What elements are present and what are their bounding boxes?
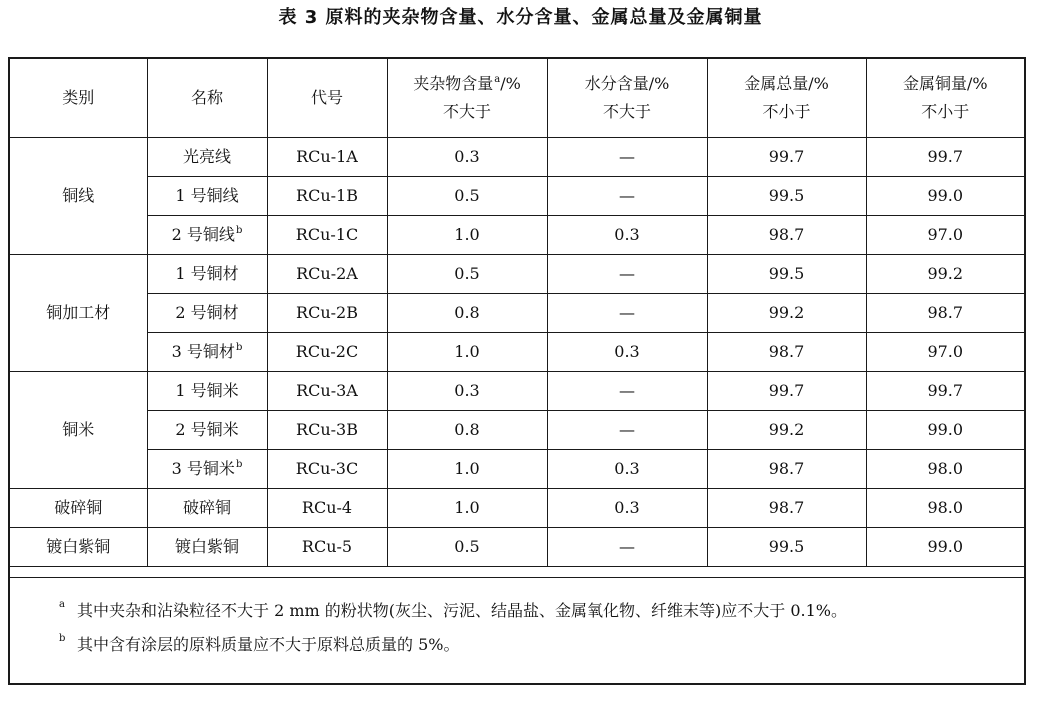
inclusion-cell: 0.5 (387, 255, 547, 294)
code-cell: RCu-1B (267, 177, 387, 216)
metal-copper-cell: 99.2 (866, 255, 1024, 294)
name-cell (147, 216, 267, 255)
name-cell (147, 177, 267, 216)
name-text: 3 号铜米 (171, 459, 235, 478)
moisture-cell: 0.3 (547, 450, 707, 489)
footnote-b-mark: b (59, 633, 66, 644)
inclusion-cell: 1.0 (387, 450, 547, 489)
metal-copper-cell: 97.0 (866, 216, 1024, 255)
name-cell (147, 489, 267, 528)
total-metal-cell: 99.5 (707, 528, 866, 567)
name-text: 光亮线 (182, 147, 231, 166)
footnote-mark-b: b (235, 342, 243, 353)
table-row (10, 177, 1024, 216)
name-cell (147, 528, 267, 567)
total-metal-cell: 98.7 (707, 489, 866, 528)
code-cell: RCu-5 (267, 528, 387, 567)
name-text: 2 号铜米 (175, 420, 239, 439)
inclusion-cell: 1.0 (387, 216, 547, 255)
footnote-b (10, 628, 1024, 662)
inclusion-cell: 1.0 (387, 489, 547, 528)
name-cell (147, 450, 267, 489)
header-row (10, 59, 1024, 138)
metal-copper-cell: 98.7 (866, 294, 1024, 333)
footnote-a-mark: a (59, 599, 65, 610)
category-cell: 镀白紫铜 (10, 528, 147, 567)
inclusion-cell: 0.8 (387, 294, 547, 333)
category-cell: 破碎铜 (10, 489, 147, 528)
table-row (10, 294, 1024, 333)
category-cell: 铜米 (10, 372, 147, 489)
name-cell (147, 411, 267, 450)
moisture-cell: — (547, 528, 707, 567)
category-cell: 铜线 (10, 138, 147, 255)
metal-copper-cell: 99.0 (866, 528, 1024, 567)
name-cell (147, 333, 267, 372)
name-text: 1 号铜米 (175, 381, 239, 400)
name-text: 破碎铜 (182, 498, 231, 517)
header-code: 代号 (267, 59, 387, 138)
name-cell (147, 372, 267, 411)
metal-copper-cell: 99.7 (866, 138, 1024, 177)
total-metal-cell: 98.7 (707, 450, 866, 489)
total-metal-cell: 99.5 (707, 255, 866, 294)
total-metal-cell: 99.5 (707, 177, 866, 216)
footnote-b-text: 其中含有涂层的原料质量应不大于原料总质量的 5%。 (77, 635, 460, 654)
code-cell: RCu-1C (267, 216, 387, 255)
name-text: 3 号铜材 (171, 342, 235, 361)
metal-copper-cell: 99.7 (866, 372, 1024, 411)
inclusion-cell: 0.3 (387, 138, 547, 177)
total-metal-cell: 99.2 (707, 294, 866, 333)
header-category: 类别 (10, 59, 147, 138)
inclusion-cell: 0.5 (387, 528, 547, 567)
total-metal-cell: 99.2 (707, 411, 866, 450)
table-title: 表 3 原料的夹杂物含量、水分含量、金属总量及金属铜量 (278, 7, 763, 28)
name-text: 镀白紫铜 (174, 537, 239, 556)
total-metal-cell: 98.7 (707, 216, 866, 255)
table-row (10, 450, 1024, 489)
moisture-cell: 0.3 (547, 489, 707, 528)
raw-material-table (10, 59, 1024, 567)
table-row (10, 489, 1024, 528)
total-metal-cell: 99.7 (707, 138, 866, 177)
footnote-a (10, 594, 1024, 628)
code-cell: RCu-3B (267, 411, 387, 450)
code-cell: RCu-2A (267, 255, 387, 294)
header-name: 名称 (147, 59, 267, 138)
footnote-a-text: 其中夹杂和沾染粒径不大于 2 mm 的粉状物(灰尘、污泥、结晶盐、金属氧化物、纤维末等)应不大于 0.1%。 (77, 601, 848, 620)
table-row (10, 528, 1024, 567)
moisture-cell: — (547, 255, 707, 294)
moisture-cell: 0.3 (547, 333, 707, 372)
footnote-mark-a: a (494, 74, 501, 85)
inclusion-cell: 0.8 (387, 411, 547, 450)
moisture-cell: 0.3 (547, 216, 707, 255)
code-cell: RCu-2B (267, 294, 387, 333)
moisture-cell: — (547, 294, 707, 333)
total-metal-cell: 99.7 (707, 372, 866, 411)
inclusion-cell: 0.3 (387, 372, 547, 411)
table-row (10, 255, 1024, 294)
code-cell: RCu-4 (267, 489, 387, 528)
code-cell: RCu-3C (267, 450, 387, 489)
total-metal-cell: 98.7 (707, 333, 866, 372)
table-body (10, 138, 1024, 567)
moisture-cell: — (547, 372, 707, 411)
header-total-metal: 金属总量/% 不小于 (707, 59, 866, 138)
metal-copper-cell: 99.0 (866, 177, 1024, 216)
name-cell (147, 294, 267, 333)
name-text: 2 号铜线 (171, 225, 235, 244)
code-cell: RCu-3A (267, 372, 387, 411)
metal-copper-cell: 97.0 (866, 333, 1024, 372)
name-cell (147, 255, 267, 294)
name-text: 1 号铜线 (175, 186, 239, 205)
table-row (10, 372, 1024, 411)
name-cell (147, 138, 267, 177)
name-text: 1 号铜材 (175, 264, 239, 283)
table-row (10, 411, 1024, 450)
footnote-mark-b: b (235, 459, 243, 470)
header-moisture: 水分含量/% 不大于 (547, 59, 707, 138)
code-cell: RCu-2C (267, 333, 387, 372)
footnotes (10, 577, 1024, 662)
table-row (10, 333, 1024, 372)
metal-copper-cell: 98.0 (866, 489, 1024, 528)
table-row (10, 138, 1024, 177)
moisture-cell: — (547, 177, 707, 216)
moisture-cell: — (547, 138, 707, 177)
table-row (10, 216, 1024, 255)
code-cell: RCu-1A (267, 138, 387, 177)
inclusion-cell: 1.0 (387, 333, 547, 372)
moisture-cell: — (547, 411, 707, 450)
header-inclusion: 夹杂物含量$^a$/% 不大于 (387, 59, 547, 138)
name-text: 2 号铜材 (175, 303, 239, 322)
metal-copper-cell: 98.0 (866, 450, 1024, 489)
metal-copper-cell: 99.0 (866, 411, 1024, 450)
header-metal-copper: 金属铜量/% 不小于 (866, 59, 1024, 138)
inclusion-cell: 0.5 (387, 177, 547, 216)
category-cell: 铜加工材 (10, 255, 147, 372)
footnote-mark-b: b (235, 225, 243, 236)
